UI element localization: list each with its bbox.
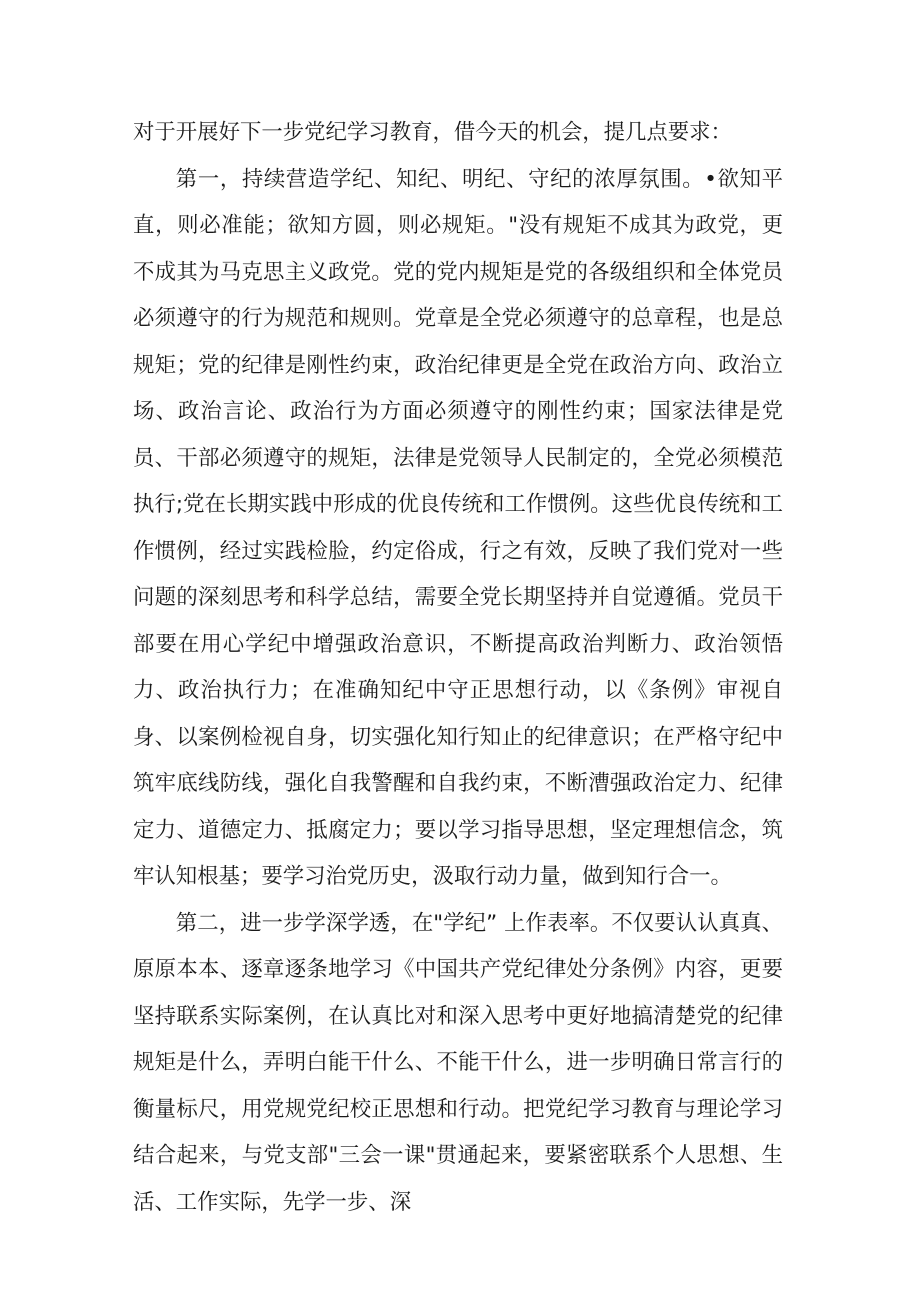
document-body (133, 110, 783, 1226)
intro-paragraph: 对于开展好下一步党纪学习教育，借今天的机会，提几点要求： (133, 120, 732, 145)
paragraph-first: 第一，持续营造学纪、知纪、明纪、守纪的浓厚氛围。•欲知平直，则必准能；欲知方圆，则必规矩。"没有规矩不成其为政党，更不成其为马克思主义政党。党的党内规矩是党的各级组织和全体党员必须遵守的行为规范和规则。党章是全党必须遵守的总章程，也是总规矩；党的纪律是刚性约束，政治纪律更是全党在政治方向、政治立场、政治言论、政治行为方面必须遵守的刚性约束；国家法律是党员、干部必须遵守的规矩，法律是党领导人民制定的，全党必须模范执行;党在长期实践中形成的优良传统和工作惯例。这些优良传统和工作惯例，经过实践检脸，约定俗成，行之有效，反映了我们党对一些问题的深刻思考和科学总结，需要全党长期坚持并自觉遵循。党员干部要在用心学纪中增强政治意识，不断提高政治判断力、政治领悟力、政治执行力；在准确知纪中守正思想行动，以《条例》审视自身、以案例检视自身，切实强化知行知止的纪律意识；在严格守纪中筑牢底线防线，强化自我警醒和自我约束，不断漕强政治定力、纪律定力、道德定力、抵腐定力；要以学习指导思想，坚定理想信念，筑牢认知根基；要学习治党历史，汲取行动力量，做到知行合一。 (133, 166, 783, 889)
paragraph-second: 第二，进一步学深学透，在"学纪” 上作表率。不仅要认认真真、原原本本、逐章逐条地学习《中国共产党纪律处分条例》内容，更要坚持联系实际案例，在认真比对和深入思考中更好地搞清楚党的纪律规矩是什么，弄明白能干什么、不能干什么，进一步明确日常言行的衡量标尺，用党规党纪校正思想和行动。把党纪学习教育与理论学习结合起来，与党支部"三会一课"贯通起来，要紧密联系个人思想、生活、工作实际，先学一步、深 (133, 910, 783, 1215)
